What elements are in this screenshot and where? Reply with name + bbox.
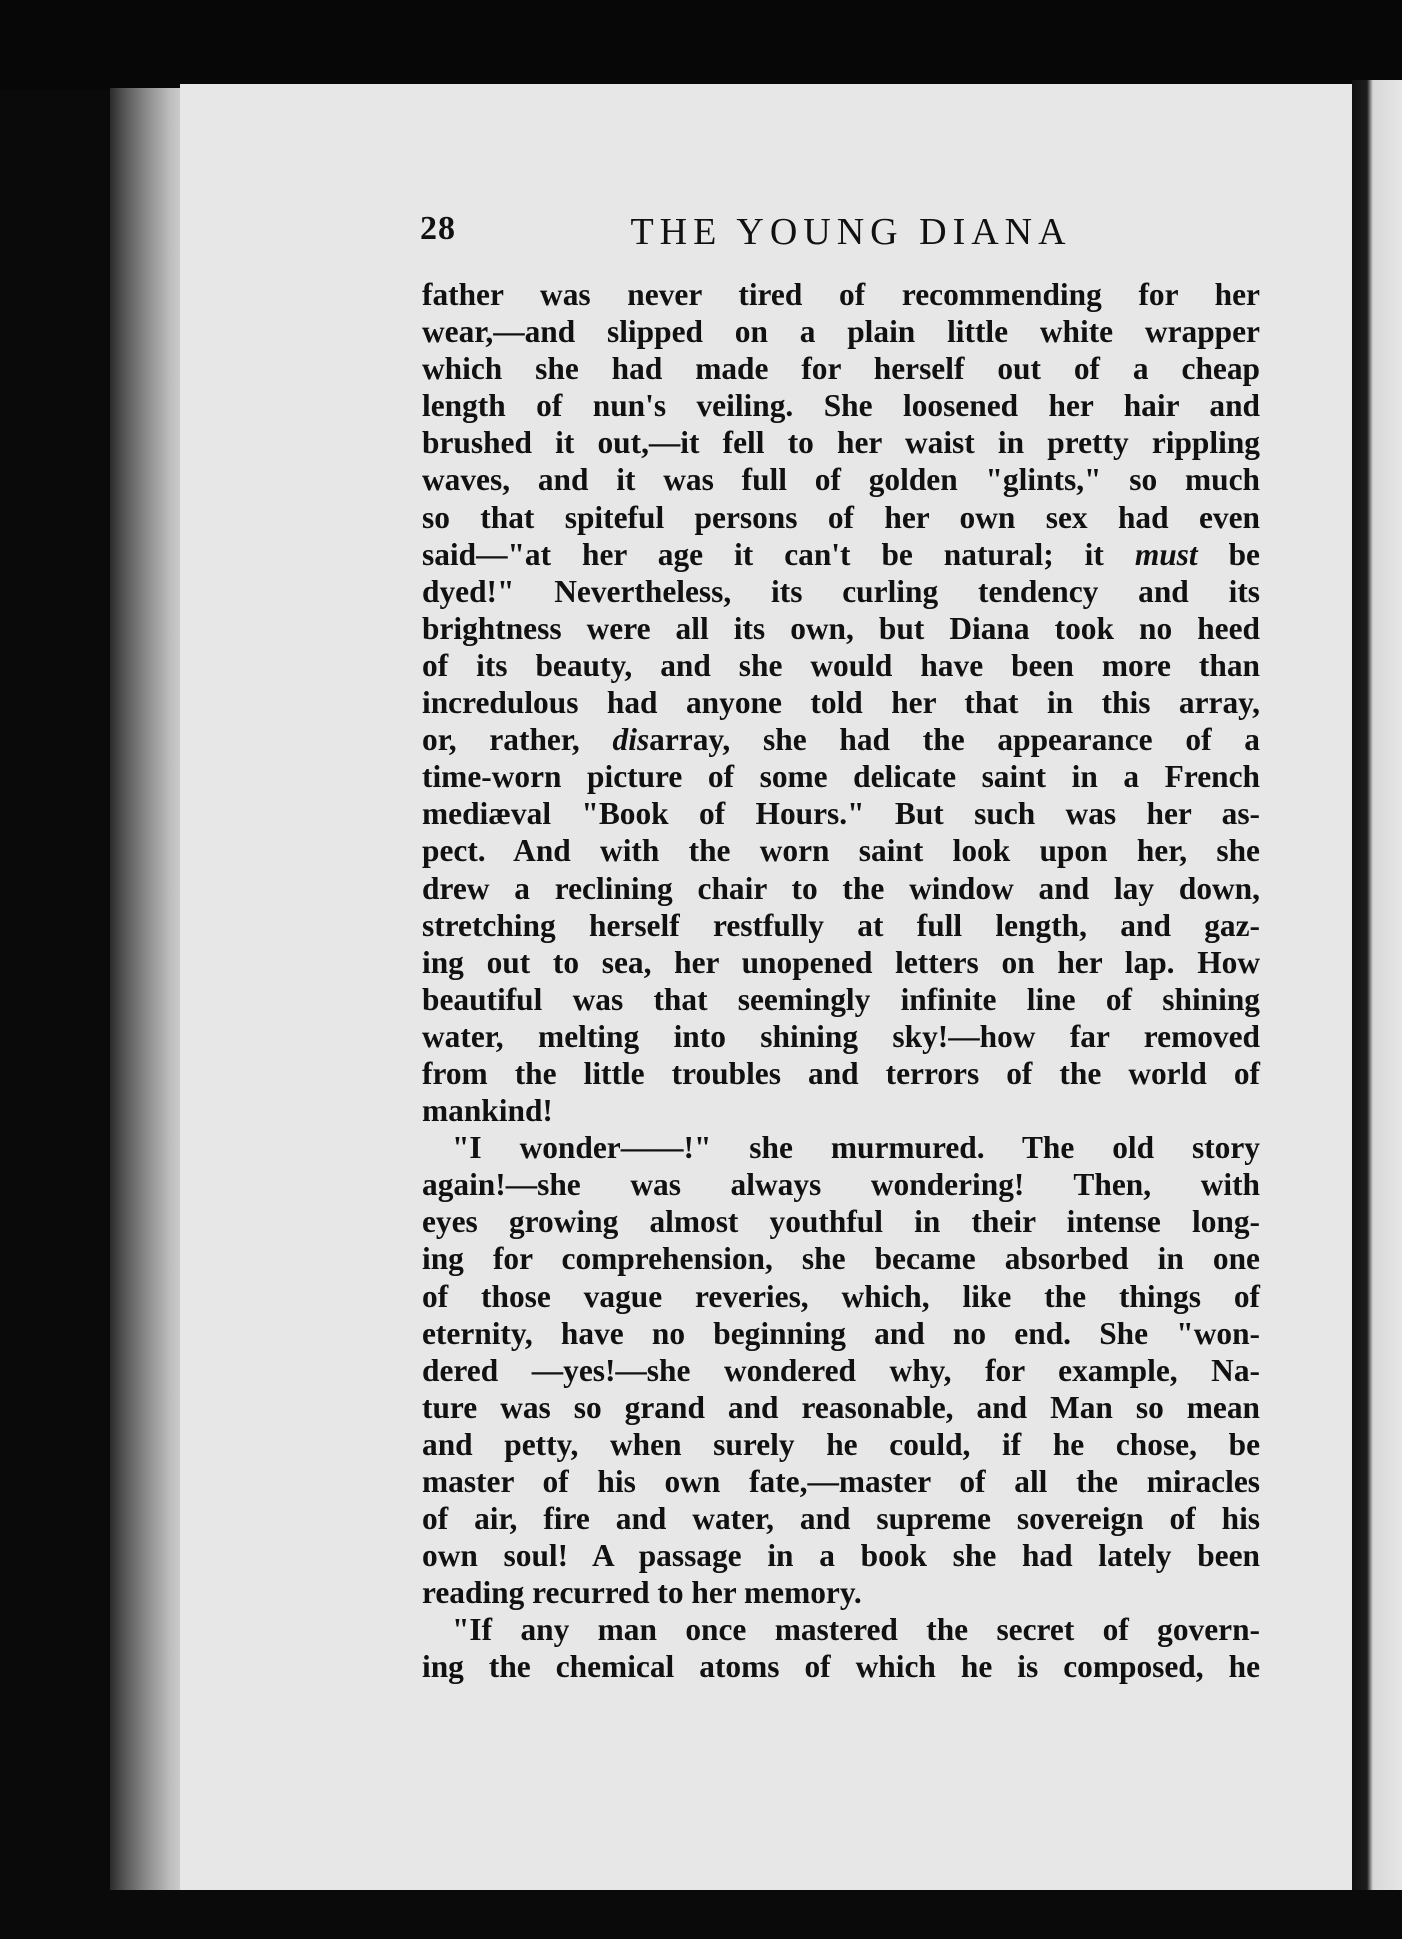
text-line: or, rather, disarray, she had the appearance of a: [422, 722, 1260, 758]
text-line: "I wonder——!" she murmured. The old story: [452, 1130, 1260, 1166]
text-line: pect. And with the worn saint look upon her, she: [422, 833, 1260, 869]
text-line: eternity, have no beginning and no end. She "won-: [422, 1315, 1260, 1351]
text-line: "If any man once mastered the secret of govern-: [452, 1612, 1260, 1648]
text-line: brushed it out,—it fell to her waist in pretty rippling: [422, 425, 1260, 461]
text-line: brightness were all its own, but Diana took no heed: [422, 610, 1260, 646]
text-line: own soul! A passage in a book she had lately been: [422, 1538, 1260, 1574]
text-line: father was never tired of recommending for her: [422, 277, 1260, 312]
scan-background-top: [0, 0, 1402, 90]
text-line: ture was so grand and reasonable, and Man so mean: [422, 1389, 1260, 1425]
text-line: eyes growing almost youthful in their intense long-: [422, 1204, 1260, 1240]
text-line: wear,—and slipped on a plain little white wrapper: [422, 314, 1260, 350]
scan-background-bottom: [0, 1890, 1402, 1939]
text-line: mediæval "Book of Hours." But such was her as-: [422, 796, 1260, 832]
text-line: of those vague reveries, which, like the things of: [422, 1278, 1260, 1314]
text-line: reading recurred to her memory.: [422, 1575, 862, 1611]
text-line: and petty, when surely he could, if he chose, be: [422, 1426, 1260, 1462]
text-line: dyed!" Nevertheless, its curling tendency and its: [422, 573, 1260, 609]
body-text: [422, 276, 1260, 1686]
text-line: of air, fire and water, and supreme sovereign of his: [422, 1501, 1260, 1537]
text-line: again!—she was always wondering! Then, with: [422, 1167, 1260, 1203]
text-line: water, melting into shining sky!—how far removed: [422, 1018, 1260, 1054]
book-binding-edge: [1352, 80, 1402, 1910]
text-line: beautiful was that seemingly infinite line of shining: [422, 981, 1260, 1017]
text-line: which she had made for herself out of a cheap: [422, 351, 1260, 387]
page-header: [420, 210, 1262, 260]
text-line: master of his own fate,—master of all the miracles: [422, 1464, 1260, 1499]
text-line: said—"at her age it can't be natural; it must be: [422, 536, 1260, 572]
running-head: THE YOUNG DIANA: [630, 211, 1072, 253]
text-line: dered —yes!—she wondered why, for example, Na-: [422, 1352, 1260, 1388]
text-line: length of nun's veiling. She loosened her hair and: [422, 388, 1260, 424]
text-line: ing out to sea, her unopened letters on her lap. How: [422, 944, 1260, 980]
text-line: waves, and it was full of golden "glints," so much: [422, 462, 1260, 498]
text-line: ing the chemical atoms of which he is composed, he: [422, 1649, 1260, 1685]
text-line: of its beauty, and she would have been more than: [422, 647, 1260, 683]
text-line: ing for comprehension, she became absorbed in one: [422, 1241, 1260, 1277]
text-line: from the little troubles and terrors of the world of: [422, 1055, 1260, 1091]
text-line: mankind!: [422, 1093, 553, 1129]
text-line: drew a reclining chair to the window and lay down,: [422, 870, 1260, 906]
text-line: so that spiteful persons of her own sex had even: [422, 499, 1260, 535]
page-number: 28: [420, 210, 456, 247]
text-line: incredulous had anyone told her that in this array,: [422, 685, 1260, 721]
text-line: time-worn picture of some delicate saint in a French: [422, 759, 1260, 795]
text-line: stretching herself restfully at full length, and gaz-: [422, 907, 1260, 943]
book-left-edge: [110, 88, 190, 1898]
